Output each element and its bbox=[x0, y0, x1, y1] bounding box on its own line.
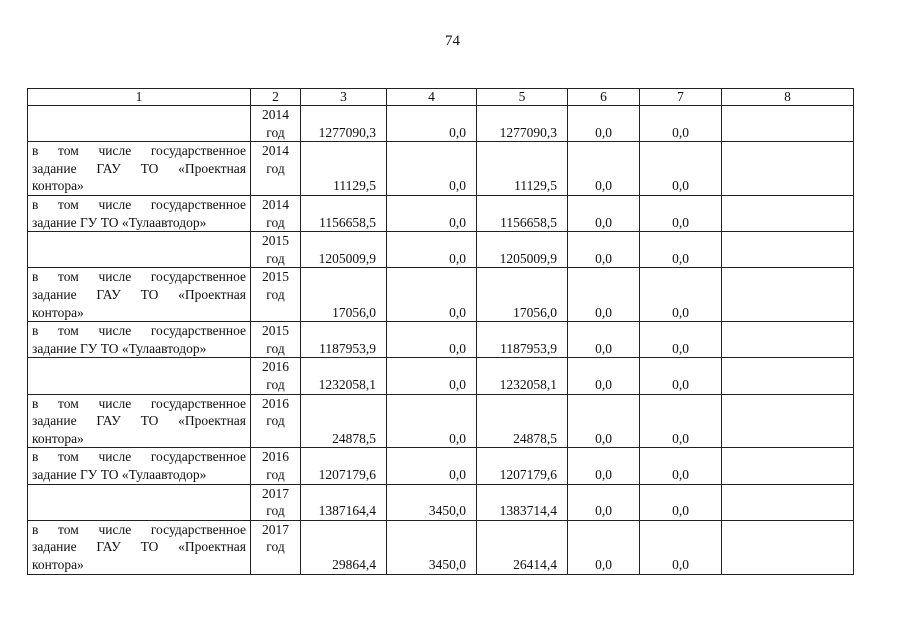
amount-col4-cell: 0,0 bbox=[387, 142, 477, 196]
row-description-line: задание ГУ ТО «Тулаавтодор» bbox=[32, 340, 207, 356]
amount-col6-cell: 0,0 bbox=[568, 358, 640, 394]
row-year-line: 2017 bbox=[262, 485, 289, 501]
row-year-cell bbox=[251, 358, 301, 394]
amount-total-cell: 17056,0 bbox=[301, 268, 387, 322]
row-description-line: в том числе государственное bbox=[32, 521, 246, 537]
row-year-line: 2014 bbox=[262, 196, 289, 212]
row-year-cell bbox=[251, 520, 301, 574]
amount-col5-cell: 26414,4 bbox=[477, 520, 568, 574]
column-header: 3 bbox=[301, 89, 387, 106]
row-description-cell bbox=[28, 448, 251, 484]
row-description-cell bbox=[28, 142, 251, 196]
amount-col5-cell: 1205009,9 bbox=[477, 232, 568, 268]
row-year-cell bbox=[251, 322, 301, 358]
column-header: 2 bbox=[251, 89, 301, 106]
row-description-cell bbox=[28, 394, 251, 448]
column-header: 5 bbox=[477, 89, 568, 106]
row-description-line: задание ГАУ ТО «Проектная bbox=[32, 160, 246, 176]
row-description-line: задание ГАУ ТО «Проектная bbox=[32, 413, 246, 429]
row-description-line: контора» bbox=[32, 556, 84, 572]
table-row bbox=[28, 268, 854, 322]
column-header: 4 bbox=[387, 89, 477, 106]
row-description-line: в том числе государственное bbox=[32, 395, 246, 411]
row-description-cell bbox=[28, 232, 251, 268]
amount-col7-cell: 0,0 bbox=[640, 142, 722, 196]
row-description-cell bbox=[28, 484, 251, 520]
amount-col4-cell: 0,0 bbox=[387, 106, 477, 142]
amount-col7-cell: 0,0 bbox=[640, 195, 722, 231]
amount-col4-cell: 0,0 bbox=[387, 394, 477, 448]
amount-col7-cell: 0,0 bbox=[640, 484, 722, 520]
row-year-line: год bbox=[266, 250, 285, 266]
budget-table bbox=[27, 88, 854, 575]
amount-col6-cell: 0,0 bbox=[568, 268, 640, 322]
row-description-line: контора» bbox=[32, 430, 84, 446]
row-description-cell bbox=[28, 268, 251, 322]
amount-total-cell: 1205009,9 bbox=[301, 232, 387, 268]
table-header-row bbox=[28, 89, 854, 106]
row-year-cell bbox=[251, 484, 301, 520]
row-year-line: 2014 bbox=[262, 143, 289, 159]
table-row bbox=[28, 394, 854, 448]
row-description-line: задание ГУ ТО «Тулаавтодор» bbox=[32, 214, 207, 230]
amount-col7-cell: 0,0 bbox=[640, 358, 722, 394]
notes-cell bbox=[722, 448, 854, 484]
row-description-cell bbox=[28, 358, 251, 394]
column-header: 6 bbox=[568, 89, 640, 106]
amount-col6-cell: 0,0 bbox=[568, 195, 640, 231]
row-year-line: 2017 bbox=[262, 521, 289, 537]
amount-col6-cell: 0,0 bbox=[568, 448, 640, 484]
amount-total-cell: 24878,5 bbox=[301, 394, 387, 448]
row-year-line: год bbox=[266, 503, 285, 519]
amount-col5-cell: 17056,0 bbox=[477, 268, 568, 322]
amount-col4-cell: 0,0 bbox=[387, 268, 477, 322]
row-year-line: 2015 bbox=[262, 233, 289, 249]
amount-col7-cell: 0,0 bbox=[640, 322, 722, 358]
row-year-line: 2015 bbox=[262, 269, 289, 285]
amount-col7-cell: 0,0 bbox=[640, 394, 722, 448]
row-year-line: год bbox=[266, 539, 285, 555]
row-description-cell bbox=[28, 322, 251, 358]
page-number: 74 bbox=[445, 33, 460, 49]
row-year-line: 2016 bbox=[262, 395, 289, 411]
row-year-line: год bbox=[266, 124, 285, 140]
row-year-line: 2016 bbox=[262, 359, 289, 375]
amount-col5-cell: 1383714,4 bbox=[477, 484, 568, 520]
table-row bbox=[28, 448, 854, 484]
amount-col7-cell: 0,0 bbox=[640, 268, 722, 322]
amount-total-cell: 1232058,1 bbox=[301, 358, 387, 394]
row-year-line: год bbox=[266, 466, 285, 482]
table-row bbox=[28, 195, 854, 231]
row-description-line: в том числе государственное bbox=[32, 196, 246, 212]
amount-col5-cell: 1187953,9 bbox=[477, 322, 568, 358]
row-description-line: контора» bbox=[32, 304, 84, 320]
notes-cell bbox=[722, 195, 854, 231]
amount-total-cell: 29864,4 bbox=[301, 520, 387, 574]
row-year-cell bbox=[251, 268, 301, 322]
notes-cell bbox=[722, 106, 854, 142]
row-year-line: год bbox=[266, 340, 285, 356]
row-year-line: 2015 bbox=[262, 323, 289, 339]
row-description-line: задание ГУ ТО «Тулаавтодор» bbox=[32, 466, 207, 482]
row-year-cell bbox=[251, 195, 301, 231]
amount-total-cell: 1387164,4 bbox=[301, 484, 387, 520]
row-description-line: в том числе государственное bbox=[32, 449, 246, 465]
amount-col6-cell: 0,0 bbox=[568, 106, 640, 142]
row-description-line: контора» bbox=[32, 178, 84, 194]
row-description-line: задание ГАУ ТО «Проектная bbox=[32, 539, 246, 555]
amount-col4-cell: 0,0 bbox=[387, 358, 477, 394]
notes-cell bbox=[722, 358, 854, 394]
amount-total-cell: 1207179,6 bbox=[301, 448, 387, 484]
amount-col5-cell: 11129,5 bbox=[477, 142, 568, 196]
amount-col7-cell: 0,0 bbox=[640, 232, 722, 268]
amount-col4-cell: 3450,0 bbox=[387, 484, 477, 520]
amount-col6-cell: 0,0 bbox=[568, 394, 640, 448]
row-year-line: год bbox=[266, 214, 285, 230]
amount-total-cell: 1187953,9 bbox=[301, 322, 387, 358]
row-year-line: 2016 bbox=[262, 449, 289, 465]
row-year-line: 2014 bbox=[262, 107, 289, 122]
amount-col6-cell: 0,0 bbox=[568, 520, 640, 574]
row-year-cell bbox=[251, 142, 301, 196]
row-year-line: год bbox=[266, 413, 285, 429]
amount-col7-cell: 0,0 bbox=[640, 106, 722, 142]
table-row bbox=[28, 520, 854, 574]
column-header: 7 bbox=[640, 89, 722, 106]
row-year-line: год bbox=[266, 286, 285, 302]
amount-col5-cell: 1207179,6 bbox=[477, 448, 568, 484]
notes-cell bbox=[722, 142, 854, 196]
notes-cell bbox=[722, 232, 854, 268]
amount-col4-cell: 0,0 bbox=[387, 232, 477, 268]
row-year-cell bbox=[251, 232, 301, 268]
amount-col7-cell: 0,0 bbox=[640, 520, 722, 574]
notes-cell bbox=[722, 268, 854, 322]
row-year-line: год bbox=[266, 376, 285, 392]
table-row bbox=[28, 322, 854, 358]
row-description-cell bbox=[28, 106, 251, 142]
amount-col4-cell: 0,0 bbox=[387, 322, 477, 358]
amount-col4-cell: 0,0 bbox=[387, 448, 477, 484]
amount-total-cell: 11129,5 bbox=[301, 142, 387, 196]
row-description-cell bbox=[28, 195, 251, 231]
row-description-line: в том числе государственное bbox=[32, 323, 246, 339]
amount-col6-cell: 0,0 bbox=[568, 142, 640, 196]
column-header: 1 bbox=[28, 89, 251, 106]
row-year-cell bbox=[251, 448, 301, 484]
row-year-cell bbox=[251, 394, 301, 448]
row-description-cell bbox=[28, 520, 251, 574]
amount-col4-cell: 3450,0 bbox=[387, 520, 477, 574]
amount-col5-cell: 1156658,5 bbox=[477, 195, 568, 231]
notes-cell bbox=[722, 484, 854, 520]
amount-total-cell: 1277090,3 bbox=[301, 106, 387, 142]
amount-col6-cell: 0,0 bbox=[568, 484, 640, 520]
amount-col7-cell: 0,0 bbox=[640, 448, 722, 484]
amount-col6-cell: 0,0 bbox=[568, 322, 640, 358]
amount-col6-cell: 0,0 bbox=[568, 232, 640, 268]
notes-cell bbox=[722, 322, 854, 358]
amount-col4-cell: 0,0 bbox=[387, 195, 477, 231]
row-description-line: задание ГАУ ТО «Проектная bbox=[32, 286, 246, 302]
amount-total-cell: 1156658,5 bbox=[301, 195, 387, 231]
row-description-line: в том числе государственное bbox=[32, 143, 246, 159]
amount-col5-cell: 1277090,3 bbox=[477, 106, 568, 142]
column-header: 8 bbox=[722, 89, 854, 106]
amount-col5-cell: 24878,5 bbox=[477, 394, 568, 448]
table-row bbox=[28, 142, 854, 196]
row-description-line: в том числе государственное bbox=[32, 269, 246, 285]
row-year-line: год bbox=[266, 160, 285, 176]
table-row bbox=[28, 358, 854, 394]
amount-col5-cell: 1232058,1 bbox=[477, 358, 568, 394]
notes-cell bbox=[722, 394, 854, 448]
table-row bbox=[28, 106, 854, 142]
table-row bbox=[28, 232, 854, 268]
row-year-cell bbox=[251, 106, 301, 142]
table-row bbox=[28, 484, 854, 520]
notes-cell bbox=[722, 520, 854, 574]
